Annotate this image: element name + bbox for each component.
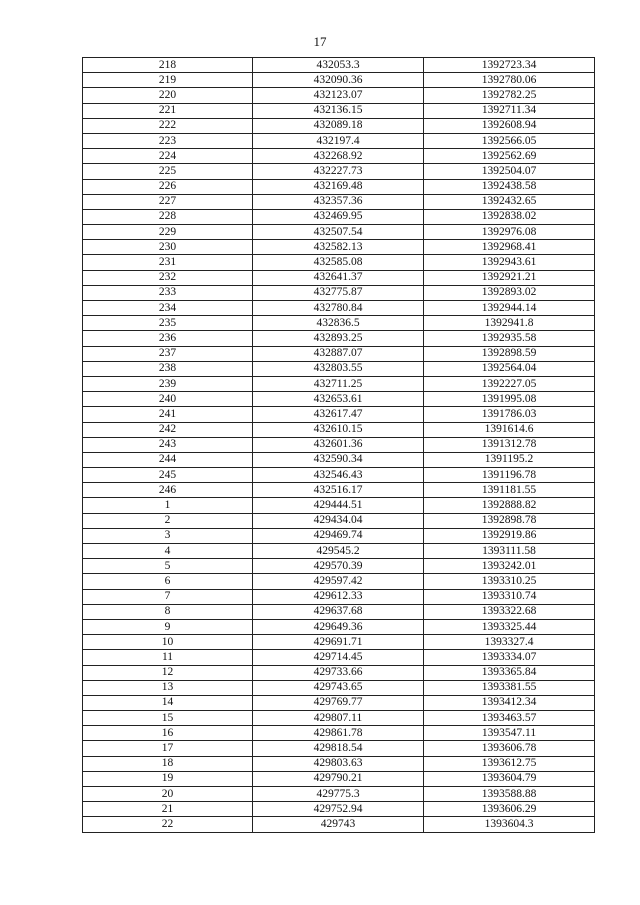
x-coordinate-cell: 429597.42 [253,574,424,589]
point-number-cell: 245 [83,468,253,483]
point-number-cell: 242 [83,422,253,437]
y-coordinate-cell: 1392838.02 [424,209,595,224]
table-row [83,407,595,422]
point-number-cell: 9 [83,619,253,634]
y-coordinate-cell: 1393381.55 [424,680,595,695]
y-coordinate-cell: 1392943.61 [424,255,595,270]
y-coordinate-cell: 1393334.07 [424,650,595,665]
y-coordinate-cell: 1392723.34 [424,58,595,73]
y-coordinate-cell: 1391181.55 [424,483,595,498]
table-row [83,118,595,133]
point-number-cell: 3 [83,528,253,543]
table-row [83,726,595,741]
point-number-cell: 232 [83,270,253,285]
x-coordinate-cell: 429861.78 [253,726,424,741]
point-number-cell: 6 [83,574,253,589]
x-coordinate-cell: 432089.18 [253,118,424,133]
x-coordinate-cell: 432780.84 [253,301,424,316]
point-number-cell: 5 [83,559,253,574]
x-coordinate-cell: 432803.55 [253,361,424,376]
y-coordinate-cell: 1392782.25 [424,88,595,103]
x-coordinate-cell: 432516.17 [253,483,424,498]
table-row [83,164,595,179]
x-coordinate-cell: 432641.37 [253,270,424,285]
point-number-cell: 236 [83,331,253,346]
table-row [83,498,595,513]
table-row [83,574,595,589]
point-number-cell: 20 [83,787,253,802]
x-coordinate-cell: 429570.39 [253,559,424,574]
table-row [83,802,595,817]
y-coordinate-cell: 1392888.82 [424,498,595,513]
y-coordinate-cell: 1391312.78 [424,437,595,452]
x-coordinate-cell: 429714.45 [253,650,424,665]
x-coordinate-cell: 429545.2 [253,544,424,559]
y-coordinate-cell: 1393604.79 [424,771,595,786]
y-coordinate-cell: 1393327.4 [424,635,595,650]
x-coordinate-cell: 429649.36 [253,619,424,634]
y-coordinate-cell: 1393242.01 [424,559,595,574]
y-coordinate-cell: 1392919.86 [424,528,595,543]
x-coordinate-cell: 432197.4 [253,133,424,148]
point-number-cell: 11 [83,650,253,665]
table-row [83,240,595,255]
table-row [83,771,595,786]
x-coordinate-cell: 432469.95 [253,209,424,224]
point-number-cell: 233 [83,285,253,300]
x-coordinate-cell: 429743 [253,817,424,832]
y-coordinate-cell: 1392941.8 [424,316,595,331]
x-coordinate-cell: 432090.36 [253,73,424,88]
table-row [83,194,595,209]
table-row [83,619,595,634]
table-row [83,376,595,391]
point-number-cell: 229 [83,225,253,240]
point-number-cell: 8 [83,604,253,619]
point-number-cell: 22 [83,817,253,832]
x-coordinate-cell: 429612.33 [253,589,424,604]
x-coordinate-cell: 429769.77 [253,695,424,710]
point-number-cell: 21 [83,802,253,817]
table-row [83,817,595,832]
point-number-cell: 219 [83,73,253,88]
x-coordinate-cell: 432546.43 [253,468,424,483]
x-coordinate-cell: 429733.66 [253,665,424,680]
y-coordinate-cell: 1392921.21 [424,270,595,285]
y-coordinate-cell: 1393606.29 [424,802,595,817]
x-coordinate-cell: 432653.61 [253,392,424,407]
y-coordinate-cell: 1392564.04 [424,361,595,376]
x-coordinate-cell: 432169.48 [253,179,424,194]
table-row [83,483,595,498]
y-coordinate-cell: 1393322.68 [424,604,595,619]
table-row [83,589,595,604]
table-row [83,422,595,437]
x-coordinate-cell: 432887.07 [253,346,424,361]
table-row [83,316,595,331]
coordinates-table-body [83,58,595,833]
x-coordinate-cell: 429637.68 [253,604,424,619]
x-coordinate-cell: 432582.13 [253,240,424,255]
point-number-cell: 225 [83,164,253,179]
table-row [83,225,595,240]
table-row [83,787,595,802]
table-row [83,741,595,756]
x-coordinate-cell: 429807.11 [253,711,424,726]
y-coordinate-cell: 1392432.65 [424,194,595,209]
table-row [83,88,595,103]
point-number-cell: 234 [83,301,253,316]
point-number-cell: 237 [83,346,253,361]
x-coordinate-cell: 432227.73 [253,164,424,179]
point-number-cell: 222 [83,118,253,133]
point-number-cell: 16 [83,726,253,741]
table-row [83,665,595,680]
table-row [83,58,595,73]
y-coordinate-cell: 1392438.58 [424,179,595,194]
point-number-cell: 4 [83,544,253,559]
table-row [83,301,595,316]
x-coordinate-cell: 429469.74 [253,528,424,543]
x-coordinate-cell: 429803.63 [253,756,424,771]
x-coordinate-cell: 432053.3 [253,58,424,73]
point-number-cell: 230 [83,240,253,255]
point-number-cell: 1 [83,498,253,513]
table-row [83,468,595,483]
x-coordinate-cell: 432136.15 [253,103,424,118]
x-coordinate-cell: 432268.92 [253,149,424,164]
point-number-cell: 13 [83,680,253,695]
table-row [83,285,595,300]
y-coordinate-cell: 1393310.74 [424,589,595,604]
point-number-cell: 235 [83,316,253,331]
x-coordinate-cell: 432601.36 [253,437,424,452]
table-row [83,346,595,361]
point-number-cell: 15 [83,711,253,726]
y-coordinate-cell: 1392566.05 [424,133,595,148]
x-coordinate-cell: 432711.25 [253,376,424,391]
y-coordinate-cell: 1392504.07 [424,164,595,179]
table-row [83,73,595,88]
point-number-cell: 18 [83,756,253,771]
x-coordinate-cell: 429775.3 [253,787,424,802]
table-row [83,544,595,559]
point-number-cell: 17 [83,741,253,756]
y-coordinate-cell: 1392898.78 [424,513,595,528]
x-coordinate-cell: 429434.04 [253,513,424,528]
table-row [83,711,595,726]
x-coordinate-cell: 429743.65 [253,680,424,695]
x-coordinate-cell: 432123.07 [253,88,424,103]
x-coordinate-cell: 432357.36 [253,194,424,209]
table-row [83,756,595,771]
table-row [83,149,595,164]
y-coordinate-cell: 1393547.11 [424,726,595,741]
point-number-cell: 240 [83,392,253,407]
table-row [83,361,595,376]
table-row [83,103,595,118]
y-coordinate-cell: 1392976.08 [424,225,595,240]
table-row [83,392,595,407]
x-coordinate-cell: 429691.71 [253,635,424,650]
point-number-cell: 231 [83,255,253,270]
y-coordinate-cell: 1391196.78 [424,468,595,483]
point-number-cell: 19 [83,771,253,786]
y-coordinate-cell: 1391786.03 [424,407,595,422]
point-number-cell: 228 [83,209,253,224]
table-row [83,650,595,665]
table-row [83,559,595,574]
point-number-cell: 246 [83,483,253,498]
point-number-cell: 238 [83,361,253,376]
table-row [83,604,595,619]
x-coordinate-cell: 432836.5 [253,316,424,331]
y-coordinate-cell: 1392562.69 [424,149,595,164]
y-coordinate-cell: 1393365.84 [424,665,595,680]
point-number-cell: 12 [83,665,253,680]
y-coordinate-cell: 1392608.94 [424,118,595,133]
coordinates-table [82,57,595,833]
x-coordinate-cell: 432585.08 [253,255,424,270]
y-coordinate-cell: 1393412.34 [424,695,595,710]
x-coordinate-cell: 429818.54 [253,741,424,756]
y-coordinate-cell: 1393111.58 [424,544,595,559]
point-number-cell: 227 [83,194,253,209]
point-number-cell: 244 [83,452,253,467]
y-coordinate-cell: 1393463.57 [424,711,595,726]
x-coordinate-cell: 432610.15 [253,422,424,437]
table-row [83,635,595,650]
y-coordinate-cell: 1391195.2 [424,452,595,467]
point-number-cell: 14 [83,695,253,710]
page-number: 17 [313,34,327,49]
point-number-cell: 221 [83,103,253,118]
y-coordinate-cell: 1393588.88 [424,787,595,802]
y-coordinate-cell: 1392898.59 [424,346,595,361]
x-coordinate-cell: 432590.34 [253,452,424,467]
y-coordinate-cell: 1393325.44 [424,619,595,634]
y-coordinate-cell: 1392935.58 [424,331,595,346]
y-coordinate-cell: 1392711.34 [424,103,595,118]
x-coordinate-cell: 429752.94 [253,802,424,817]
x-coordinate-cell: 432775.87 [253,285,424,300]
y-coordinate-cell: 1392893.02 [424,285,595,300]
table-row [83,695,595,710]
x-coordinate-cell: 432893.25 [253,331,424,346]
table-row [83,437,595,452]
table-row [83,255,595,270]
table-row [83,513,595,528]
y-coordinate-cell: 1392944.14 [424,301,595,316]
y-coordinate-cell: 1391995.08 [424,392,595,407]
y-coordinate-cell: 1393310.25 [424,574,595,589]
point-number-cell: 226 [83,179,253,194]
point-number-cell: 218 [83,58,253,73]
y-coordinate-cell: 1391614.6 [424,422,595,437]
y-coordinate-cell: 1393612.75 [424,756,595,771]
point-number-cell: 2 [83,513,253,528]
table-row [83,270,595,285]
x-coordinate-cell: 432507.54 [253,225,424,240]
point-number-cell: 239 [83,376,253,391]
y-coordinate-cell: 1393604.3 [424,817,595,832]
table-row [83,452,595,467]
point-number-cell: 7 [83,589,253,604]
table-row [83,179,595,194]
table-row [83,331,595,346]
y-coordinate-cell: 1392968.41 [424,240,595,255]
table-row [83,528,595,543]
point-number-cell: 10 [83,635,253,650]
x-coordinate-cell: 429790.21 [253,771,424,786]
y-coordinate-cell: 1393606.78 [424,741,595,756]
x-coordinate-cell: 432617.47 [253,407,424,422]
point-number-cell: 243 [83,437,253,452]
y-coordinate-cell: 1392227.05 [424,376,595,391]
table-row [83,209,595,224]
y-coordinate-cell: 1392780.06 [424,73,595,88]
point-number-cell: 224 [83,149,253,164]
point-number-cell: 220 [83,88,253,103]
point-number-cell: 241 [83,407,253,422]
x-coordinate-cell: 429444.51 [253,498,424,513]
table-row [83,133,595,148]
table-row [83,680,595,695]
point-number-cell: 223 [83,133,253,148]
